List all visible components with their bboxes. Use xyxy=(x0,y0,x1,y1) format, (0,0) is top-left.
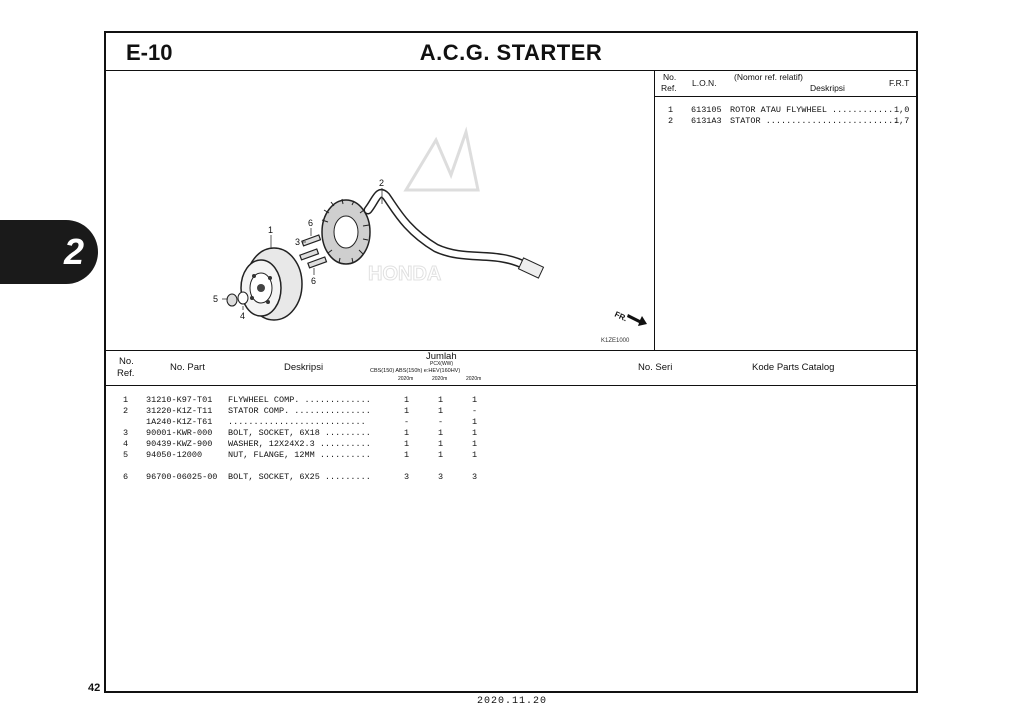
lon-row-code: 6131A3 xyxy=(691,116,722,126)
table-row: 2 31220-K1Z-T11 STATOR COMP. ............... 1 1 - xyxy=(123,406,478,416)
parts-seri-header: No. Seri xyxy=(638,362,673,373)
lon-row-no: 2 xyxy=(668,116,674,126)
parts-table-header xyxy=(106,350,916,386)
table-row: 5 94050-12000 NUT, FLANGE, 12MM .......... 1 1 1 xyxy=(123,450,478,460)
lon-no-header: No. xyxy=(663,72,677,82)
table-row: 4 90439-KWZ-900 WASHER, 12X24X2.3 .......... 1 1 1 xyxy=(123,439,478,449)
parts-variants-header: CBS(150) ABS(150h) e:HEV(160HV) xyxy=(370,368,461,374)
lon-table xyxy=(654,70,916,350)
front-arrow-icon xyxy=(613,310,647,326)
lon-lon-header: L.O.N. xyxy=(692,78,717,88)
table-row: 6 96700-06025-00 BOLT, SOCKET, 6X25 ......... 3 3 3 xyxy=(123,472,478,482)
fr-label: FR. xyxy=(613,309,629,324)
washer-part xyxy=(238,292,248,304)
lon-row-no: 1 xyxy=(668,105,674,115)
callout-5: 5 xyxy=(213,294,219,304)
stator-part xyxy=(322,199,370,264)
callout-2: 2 xyxy=(379,178,385,188)
callout-6a: 6 xyxy=(308,218,314,228)
nut-part xyxy=(227,294,237,306)
parts-jumlah-header: Jumlah xyxy=(426,351,457,362)
lon-table-header xyxy=(654,70,916,97)
callout-6b: 6 xyxy=(311,276,317,286)
lon-ref-header: Ref. xyxy=(661,83,677,93)
callout-3: 3 xyxy=(295,237,301,247)
page-title: A.C.G. STARTER xyxy=(419,40,603,65)
parts-kode-header: Kode Parts Catalog xyxy=(752,362,835,373)
parts-no-header: No. xyxy=(119,356,134,367)
connector-part xyxy=(518,258,543,278)
lon-row xyxy=(654,105,916,116)
parts-model-header: PCX(WW) xyxy=(430,361,454,367)
flywheel-part xyxy=(241,248,302,320)
section-code: E-10 xyxy=(126,40,173,65)
lon-row-code: 613105 xyxy=(691,105,722,115)
honda-watermark xyxy=(368,132,478,285)
lon-row xyxy=(654,116,916,127)
watermark-text: HONDA xyxy=(368,263,442,285)
parts-part-header: No. Part xyxy=(170,362,205,373)
table-row: 3 90001-KWR-000 BOLT, SOCKET, 6X18 ......... 1 1 1 xyxy=(123,428,478,438)
page-number: 42 xyxy=(88,682,101,694)
parts-year-2: 2020m xyxy=(432,376,448,382)
lon-row-frt: 1,7 xyxy=(894,116,910,126)
parts-year-3: 2020m xyxy=(466,376,482,382)
lon-desc-header: Deskripsi xyxy=(810,83,845,93)
table-row: 1A240-K1Z-T61 ........................... - - 1 xyxy=(146,417,478,427)
lon-frt-header: F.R.T xyxy=(889,78,910,88)
diagram-drawing xyxy=(106,70,654,350)
parts-desc-header: Deskripsi xyxy=(284,362,324,373)
exploded-diagram xyxy=(106,70,655,350)
chapter-tab xyxy=(0,220,98,284)
lon-row-frt: 1,0 xyxy=(894,105,910,115)
catalog-page xyxy=(104,31,918,693)
lon-row-desc: STATOR .......................... xyxy=(730,116,899,126)
diagram-ref-code: K1ZE1000 xyxy=(601,338,630,344)
callout-1: 1 xyxy=(268,225,274,235)
parts-year-1: 2020m xyxy=(398,376,414,382)
parts-ref-header: Ref. xyxy=(117,368,135,379)
chapter-tab-number: 2 xyxy=(63,231,84,272)
lon-nomor-header: (Nomor ref. relatif) xyxy=(734,72,803,82)
print-date: 2020.11.20 xyxy=(476,696,547,707)
callout-4: 4 xyxy=(240,311,246,321)
page-header xyxy=(106,33,916,71)
table-row: 1 31210-K97-T01 FLYWHEEL COMP. ............. 1 1 1 xyxy=(123,395,478,405)
lon-row-desc: ROTOR ATAU FLYWHEEL ............ xyxy=(730,105,894,115)
